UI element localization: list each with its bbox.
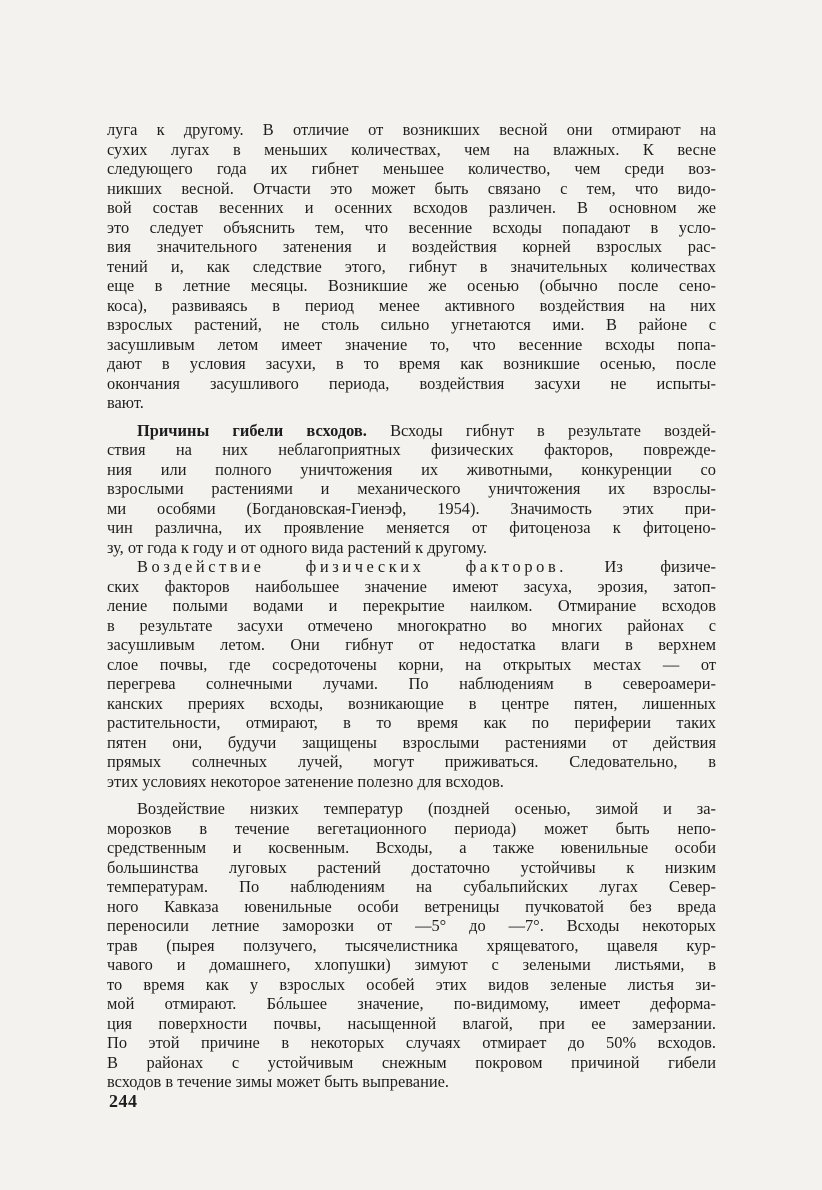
text-line: морозков в течение вегетационного периода) может быть непо- [107,818,716,838]
page-number: 244 [109,1091,138,1111]
text-line: в результате засухи отмечено многократно во многих районах с [107,615,716,635]
paragraph-1 [107,120,716,413]
text-line: ция поверхности почвы, насыщенной влагой, при ее замерзании. [107,1013,716,1033]
body-text [107,120,716,1092]
text-line: мой отмирают. Бóльшее значение, по-видимому, имеет деформа- [107,994,716,1013]
text-line: ния или полного уничтожения их животными, конкуренции со [107,459,716,479]
section-heading-physical-factors: Воздействие физических факторов. [137,557,567,576]
text-line: растительности, отмирают, в то время как по периферии таких [107,713,716,732]
text-line [107,557,716,577]
text-line: чавого и домашнего, хлопушки) зимуют с зелеными листьями, в [107,955,716,974]
text-line: сухих лугах в меньших количествах, чем на влажных. К весне [107,139,716,159]
text-line: всходов в течение зимы может быть выпревание. [107,1072,449,1091]
text-line: перегрева солнечными лучами. По наблюдениям в североамери- [107,674,716,693]
text-line: ми особями (Богдановская-Гиенэф, 1954). Значимость этих при- [107,498,716,518]
text-line: трав (пырея ползучего, тысячелистника хрящеватого, щавеля кур- [107,935,716,955]
text-line: ного Кавказа ювенильные особи ветреницы пучковатой без вреда [107,896,716,916]
text-line [107,421,716,441]
text-fragment: Из физиче- [604,557,716,576]
text-line: вают. [107,393,144,412]
text-line: окончания засушливого периода, воздействия засухи не испыты- [107,373,716,393]
text-line: вой состав весенних и осенних всходов различен. В основном же [107,198,716,217]
paragraph-3 [107,557,716,791]
text-line: никших весной. Отчасти это может быть связано с тем, что видо- [107,178,716,198]
text-line: вия значительного затенения и воздействия корней взрослых рас- [107,237,716,256]
text-line: взрослыми растениями и механического уничтожения их взрослы- [107,479,716,498]
text-line: ствия на них неблагоприятных физических факторов, поврежде- [107,440,716,459]
text-line: засушливым летом. Они гибнут от недостатка влаги в верхнем [107,635,716,654]
text-line: ских факторов наибольшее значение имеют засуха, эрозия, затоп- [107,576,716,596]
text-fragment: Всходы гибнут в результате воздей- [390,420,716,440]
text-line: коса), развиваясь в период менее активного воздействия на них [107,295,716,315]
text-line: еще в летние месяцы. Возникшие же осенью (обычно после сено- [107,276,716,295]
text-line: большинства луговых растений достаточно устойчивы к низким [107,857,716,877]
text-line: чин различна, их проявление меняется от фитоценоза к фитоцено- [107,518,716,537]
text-line: это следует объяснить тем, что весенние всходы попадают в усло- [107,217,716,237]
text-line: зу, от года к году и от одного вида растений к другому. [107,537,487,557]
text-line: луга к другому. В отличие от возникших весной они отмирают на [107,120,716,139]
text-line: температурам. По наблюдениям на субальпийских лугах Север- [107,877,716,896]
text-line: этих условиях некоторое затенение полезно для всходов. [107,771,504,791]
paragraph-4 [107,799,716,1092]
text-line: следующего года их гибнет меньшее количество, чем среди воз- [107,159,716,178]
text-line: взрослых растений, не столь сильно угнетаются ими. В районе с [107,315,716,334]
text-line: пятен они, будучи защищены взрослыми растениями от действия [107,732,716,752]
section-heading-causes: Причины гибели всходов. [137,420,367,440]
text-line: засушливым летом имеет значение то, что весенние всходы попа- [107,334,716,354]
text-line: ление полыми водами и перекрытие наилком. Отмирание всходов [107,596,716,615]
text-line: Воздействие низких температур (поздней осенью, зимой и за- [137,799,716,818]
text-line: то время как у взрослых особей этих видов зеленые листья зи- [107,974,716,994]
text-line: переносили летние заморозки от —5° до —7°. Всходы некоторых [107,916,716,935]
text-line: дают в условия засухи, в то время как возникшие осенью, после [107,354,716,373]
text-line: тений и, как следствие этого, гибнут в значительных количествах [107,256,716,276]
text-line: средственным и косвенным. Всходы, а также ювенильные особи [107,838,716,857]
text-line: По этой причине в некоторых случаях отмирает до 50% всходов. [107,1033,716,1052]
paragraph-2 [107,421,716,558]
text-line: слое почвы, где сосредоточены корни, на открытых местах — от [107,654,716,674]
text-line: прямых солнечных лучей, могут приживаться. Следовательно, в [107,752,716,771]
text-line: канских прериях всходы, возникающие в центре пятен, лишенных [107,693,716,713]
text-line: В районах с устойчивым снежным покровом причиной гибели [107,1052,716,1072]
